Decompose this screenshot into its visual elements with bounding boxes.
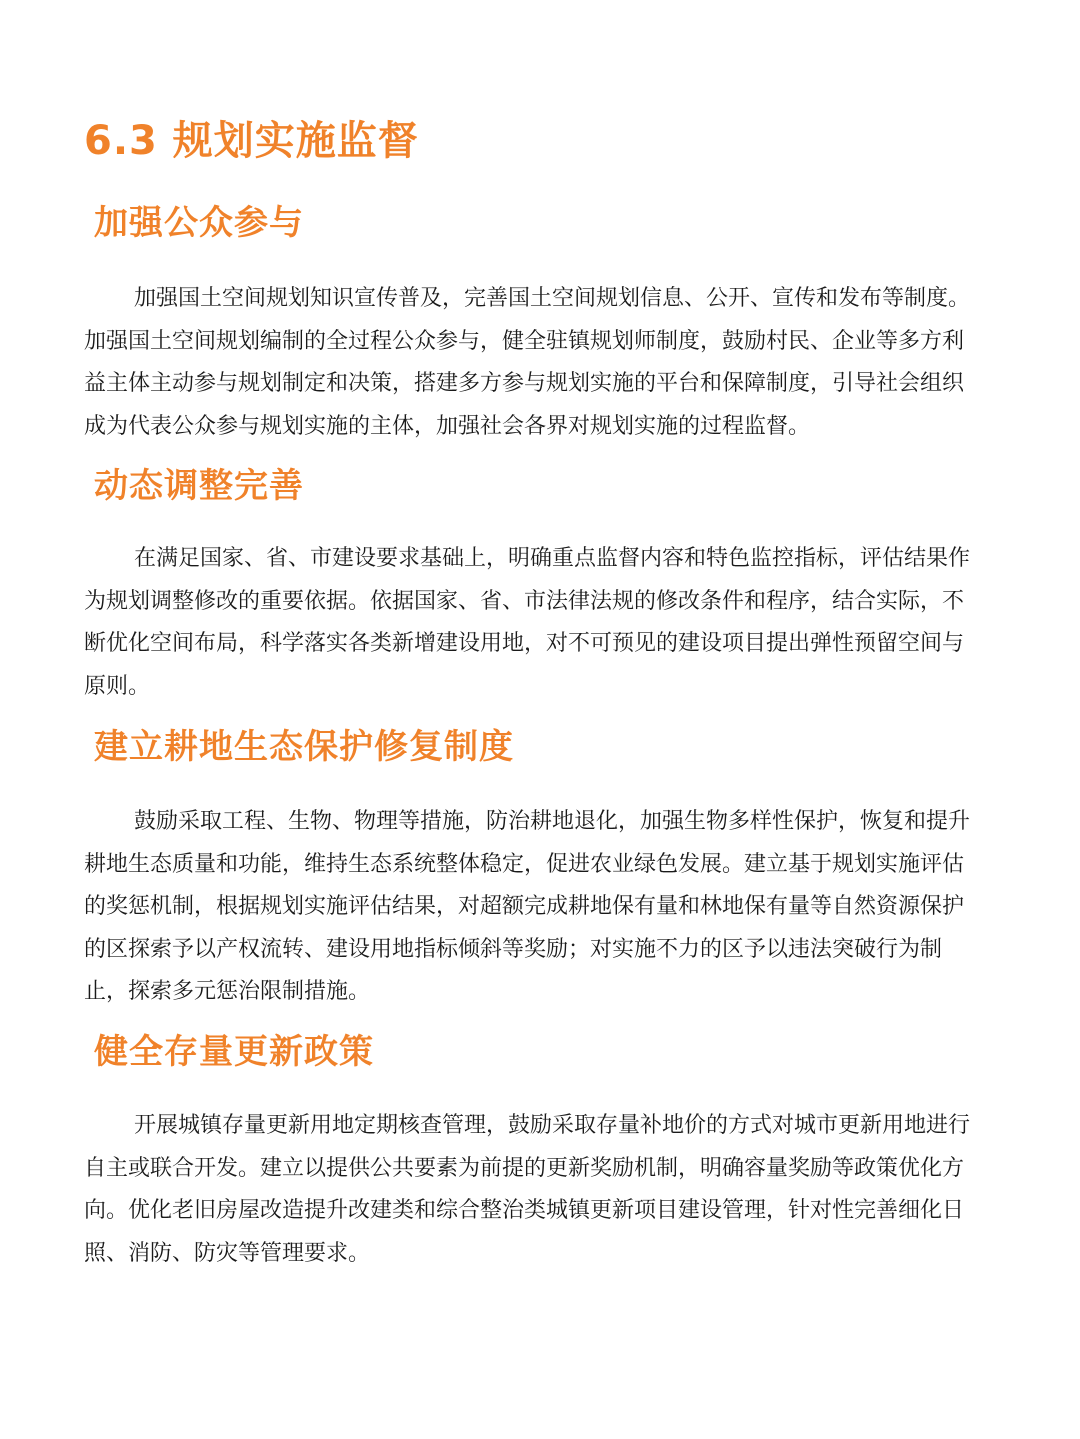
section-heading-farmland-ecology: 建立耕地生态保护修复制度 [94,727,514,767]
section-body-stock-renewal: 开展城镇存量更新用地定期核查管理，鼓励采取存量补地价的方式对城市更新用地进行自主或联合开发。建立以提供公共要素为前提的更新奖励机制，明确容量奖励等政策优化方向。优化老旧房屋改造提升改建类和综合整治类城镇更新项目建设管理，针对性完善细化日照、消防、防灾等管理要求。 [84,1113,971,1266]
section-body-farmland-ecology: 鼓励采取工程、生物、物理等措施，防治耕地退化，加强生物多样性保护，恢复和提升耕地生态质量和功能，维持生态系统整体稳定，促进农业绿色发展。建立基于规划实施评估的奖惩机制，根据规划实施评估结果，对超额完成耕地保有量和林地保有量等自然资源保护的区探索予以产权流转、建设用地指标倾斜等奖励；对实施不力的区予以违法突破行为制止，探索多元惩治限制措施。 [84,809,971,1004]
section-heading-stock-renewal: 健全存量更新政策 [94,1032,374,1072]
section-body-public-participation: 加强国土空间规划知识宣传普及，完善国土空间规划信息、公开、宣传和发布等制度。加强国土空间规划编制的全过程公众参与，健全驻镇规划师制度，鼓励村民、企业等多方利益主体主动参与规划制定和决策，搭建多方参与规划实施的平台和保障制度，引导社会组织成为代表公众参与规划实施的主体，加强社会各界对规划实施的过程监督。 [84,286,971,439]
section-heading-dynamic-adjustment: 动态调整完善 [94,466,304,506]
section-body-dynamic-adjustment: 在满足国家、省、市建设要求基础上，明确重点监督内容和特色监控指标，评估结果作为规划调整修改的重要依据。依据国家、省、市法律法规的修改条件和程序，结合实际，不断优化空间布局，科学落实各类新增建设用地，对不可预见的建设项目提出弹性预留空间与原则。 [84,546,971,699]
section-heading-public-participation: 加强公众参与 [94,203,304,243]
chapter-title: 6.3 规划实施监督 [84,118,419,164]
